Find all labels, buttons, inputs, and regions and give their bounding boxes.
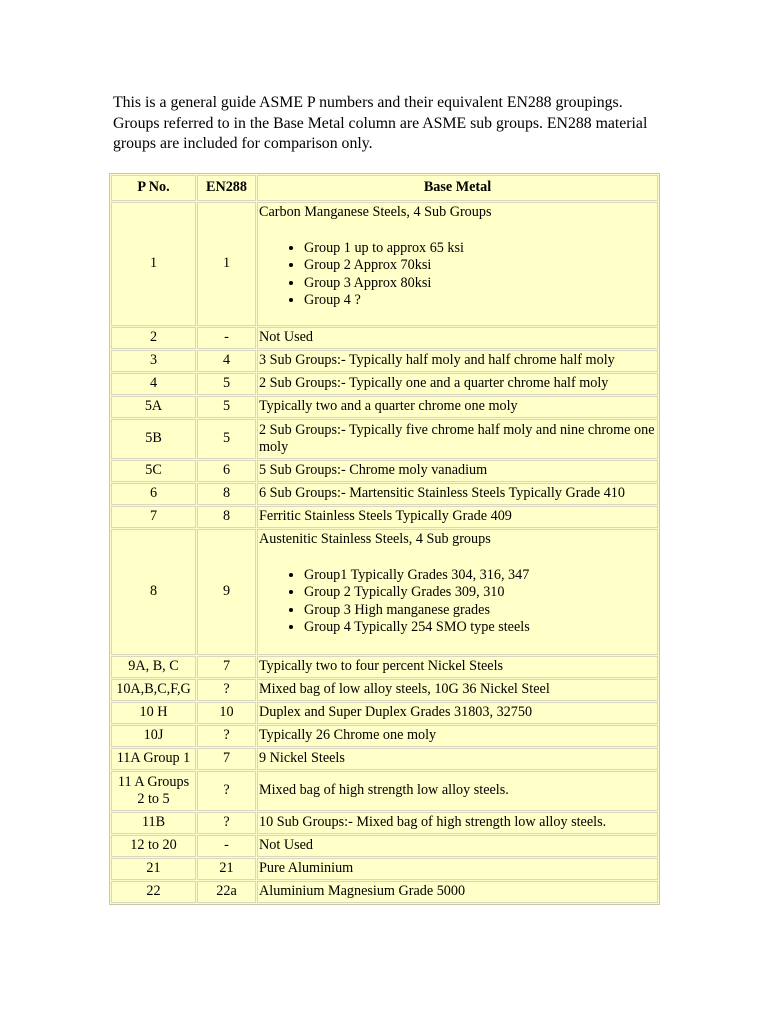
list-item: • Group 1 up to approx 65 ksi [304, 240, 656, 258]
table-row [111, 327, 658, 349]
table-row [111, 702, 658, 724]
cell-base-metal: Ferritic Stainless Steels Typically Grade 409 [257, 506, 658, 528]
table-row [111, 858, 658, 880]
cell-base-metal: Typically two and a quarter chrome one moly [257, 396, 658, 418]
cell-en288: - [197, 835, 256, 857]
table-row [111, 725, 658, 747]
cell-en288: 6 [197, 460, 256, 482]
cell-base-metal: Typically two to four percent Nickel Steels [257, 656, 658, 678]
cell-pno: 4 [111, 373, 196, 395]
list-item: • Group 4 ? [304, 292, 656, 310]
cell-en288: 5 [197, 373, 256, 395]
table-row [111, 748, 658, 770]
base-metal-title: Austenitic Stainless Steels, 4 Sub groups [259, 531, 491, 547]
table-row [111, 419, 658, 459]
cell-pno: 1 [111, 202, 196, 326]
cell-pno: 10A,B,C,F,G [111, 679, 196, 701]
table-row [111, 881, 658, 903]
cell-pno: 11B [111, 812, 196, 834]
cell-en288: 5 [197, 419, 256, 459]
cell-base-metal: 9 Nickel Steels [257, 748, 658, 770]
cell-base-metal: 5 Sub Groups:- Chrome moly vanadium [257, 460, 658, 482]
cell-base-metal: Typically 26 Chrome one moly [257, 725, 658, 747]
cell-base-metal: Mixed bag of low alloy steels, 10G 36 Nickel Steel [257, 679, 658, 701]
table-row [111, 835, 658, 857]
table-row [111, 350, 658, 372]
table-row [111, 373, 658, 395]
cell-base-metal: Mixed bag of high strength low alloy steels. [257, 771, 658, 811]
cell-base-metal: 10 Sub Groups:- Mixed bag of high strength low alloy steels. [257, 812, 658, 834]
cell-pno: 22 [111, 881, 196, 903]
table-row [111, 771, 658, 811]
list-item: • Group 3 Approx 80ksi [304, 275, 656, 293]
cell-en288: 1 [197, 202, 256, 326]
cell-en288: 22a [197, 881, 256, 903]
cell-pno: 10J [111, 725, 196, 747]
cell-en288: 4 [197, 350, 256, 372]
table-row [111, 460, 658, 482]
table-row [111, 656, 658, 678]
cell-pno: 11 A Groups 2 to 5 [111, 771, 196, 811]
cell-pno: 5A [111, 396, 196, 418]
cell-pno: 8 [111, 529, 196, 655]
cell-en288: 10 [197, 702, 256, 724]
list-item: • Group 4 Typically 254 SMO type steels [304, 619, 656, 637]
cell-pno: 6 [111, 483, 196, 505]
cell-base-metal: Pure Aluminium [257, 858, 658, 880]
cell-base-metal [257, 529, 658, 655]
cell-base-metal: Not Used [257, 327, 658, 349]
sub-group-list [259, 240, 656, 324]
cell-base-metal: 2 Sub Groups:- Typically one and a quarter chrome half moly [257, 373, 658, 395]
cell-pno: 3 [111, 350, 196, 372]
cell-en288: - [197, 327, 256, 349]
table-row [111, 529, 658, 655]
intro-paragraph: This is a general guide ASME P numbers and their equivalent EN288 groupings. Groups referred to in the Base Metal column are ASME sub groups. EN288 material groups are included for comparison only. [113, 94, 648, 152]
cell-pno: 2 [111, 327, 196, 349]
list-item: • Group 2 Approx 70ksi [304, 257, 656, 275]
sub-group-list [259, 567, 656, 651]
cell-pno: 9A, B, C [111, 656, 196, 678]
table-row [111, 396, 658, 418]
p-numbers-table [109, 173, 660, 905]
cell-pno: 5C [111, 460, 196, 482]
cell-en288: ? [197, 812, 256, 834]
cell-en288: ? [197, 771, 256, 811]
table-row [111, 506, 658, 528]
header-pno: P No. [111, 175, 196, 201]
list-item: • Group 3 High manganese grades [304, 602, 656, 620]
cell-base-metal: 2 Sub Groups:- Typically five chrome half moly and nine chrome one moly [257, 419, 658, 459]
cell-pno: 11A Group 1 [111, 748, 196, 770]
table-header-row [111, 175, 658, 201]
cell-en288: 5 [197, 396, 256, 418]
cell-base-metal: 3 Sub Groups:- Typically half moly and half chrome half moly [257, 350, 658, 372]
cell-en288: ? [197, 725, 256, 747]
cell-en288: 21 [197, 858, 256, 880]
list-item: • Group 2 Typically Grades 309, 310 [304, 584, 656, 602]
cell-en288: 9 [197, 529, 256, 655]
list-item: • Group1 Typically Grades 304, 316, 347 [304, 567, 656, 585]
table-row [111, 812, 658, 834]
header-en288: EN288 [197, 175, 256, 201]
cell-en288: 8 [197, 506, 256, 528]
cell-base-metal: 6 Sub Groups:- Martensitic Stainless Steels Typically Grade 410 [257, 483, 658, 505]
cell-en288: ? [197, 679, 256, 701]
cell-pno: 5B [111, 419, 196, 459]
cell-base-metal: Aluminium Magnesium Grade 5000 [257, 881, 658, 903]
cell-pno: 12 to 20 [111, 835, 196, 857]
table-row [111, 202, 658, 326]
cell-pno: 21 [111, 858, 196, 880]
base-metal-title: Carbon Manganese Steels, 4 Sub Groups [259, 204, 492, 220]
cell-en288: 7 [197, 656, 256, 678]
cell-pno: 10 H [111, 702, 196, 724]
table-row [111, 483, 658, 505]
table-row [111, 679, 658, 701]
cell-base-metal: Not Used [257, 835, 658, 857]
cell-en288: 7 [197, 748, 256, 770]
cell-base-metal [257, 202, 658, 326]
cell-en288: 8 [197, 483, 256, 505]
cell-base-metal: Duplex and Super Duplex Grades 31803, 32750 [257, 702, 658, 724]
header-base-metal: Base Metal [257, 175, 658, 201]
cell-pno: 7 [111, 506, 196, 528]
